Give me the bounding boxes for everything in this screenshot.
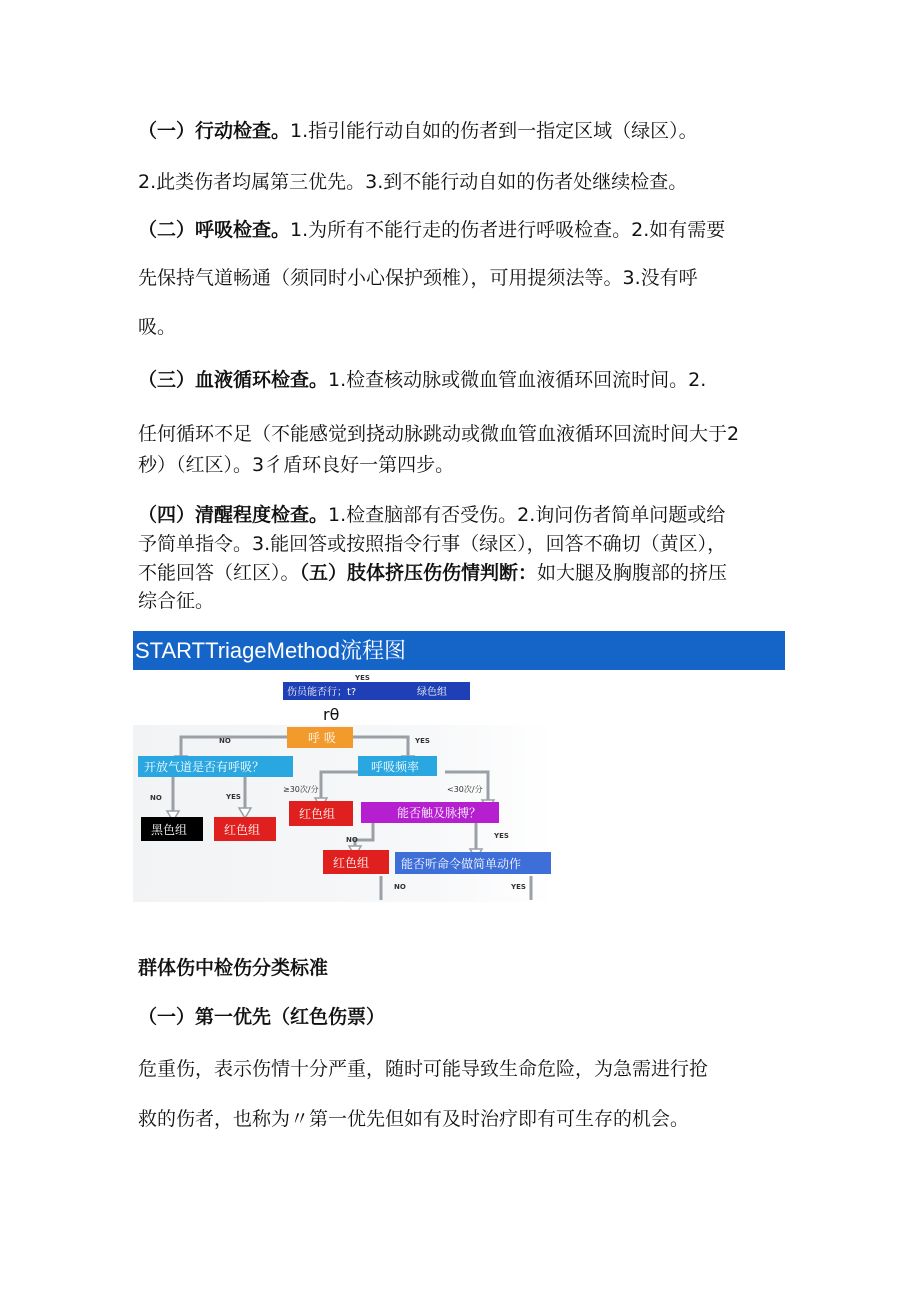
section-4-line-2: 予简单指令。3.能回答或按照指令行事（绿区），回答不确切（黄区）， <box>138 533 727 555</box>
start-triage-flowchart <box>133 670 556 902</box>
yes-label-1: YES <box>415 737 430 745</box>
section-2-line-3: 吸。 <box>138 316 177 338</box>
section-5-text: 如大腿及胸腹部的挤压 <box>537 562 728 584</box>
section-5-heading: （五）肢体挤压伤伤情判断： <box>299 562 538 584</box>
section-2-text: 1.为所有不能行走的伤者进行呼吸检查。2.如有需要 <box>290 219 726 241</box>
r-theta-label: rθ <box>323 705 340 724</box>
breath-label: 呼 吸 <box>308 731 336 745</box>
resp-rate-label: 呼吸频率 <box>371 760 420 774</box>
open-airway-question: 开放气道是否有呼吸？ <box>144 760 265 774</box>
walk-question: 伤员能否行；t? <box>287 687 357 698</box>
section-4-line-3 <box>138 561 788 585</box>
section-2-line-1 <box>138 218 788 242</box>
red-group-b: 红色组 <box>299 807 336 821</box>
section-1-heading: （一）行动检查。 <box>138 120 291 142</box>
red-group-a: 红色组 <box>224 823 261 837</box>
standard-subtitle: （一）第一优先（红色伤票） <box>138 1006 386 1028</box>
section-4-text-end: 不能回答（红区）。 <box>138 562 300 584</box>
standard-title: 群体伤中检伤分类标准 <box>138 957 329 979</box>
section-3-line-1 <box>138 368 788 392</box>
standard-line-1: 危重伤，表示伤情十分严重，随时可能导致生命危险，为急需进行抢 <box>138 1058 709 1080</box>
section-4-text: 1.检查脑部有否受伤。2.询问伤者简单问题或给 <box>328 504 726 526</box>
no-label-4: NO <box>394 883 406 891</box>
section-4-line-1 <box>138 503 788 527</box>
green-group: 绿色组 <box>417 687 447 698</box>
pulse-question: 能否触及脉搏？ <box>397 806 482 820</box>
no-label-3: NO <box>346 836 358 844</box>
flowchart-banner: STARTTriageMethod流程图 <box>133 631 785 670</box>
rate-ge30: ≥30次/分 <box>283 785 319 794</box>
section-1-line-2: 2.此类伤者均属第三优先。3.到不能行动自如的伤者处继续检查。 <box>138 171 688 193</box>
standard-line-2: 救的伤者，也称为〃第一优先但如有及时治疗即有可生存的机会。 <box>138 1108 690 1130</box>
yes-label-3: YES <box>494 832 509 840</box>
red-group-c: 红色组 <box>333 856 370 870</box>
section-2-line-2: 先保持气道畅通（须同时小心保护颈椎），可用提须法等。3.没有呼 <box>138 267 698 289</box>
section-3-line-2: 任何循环不足（不能感觉到挠动脉跳动或微血管血液循环回流时间大于2 <box>138 423 740 445</box>
black-group: 黑色组 <box>151 823 188 837</box>
yes-label-4: YES <box>511 883 526 891</box>
rate-lt30: <30次/分 <box>447 785 483 794</box>
yes-label-2: YES <box>226 793 241 801</box>
command-question: 能否听命令做简单动作 <box>401 857 522 871</box>
section-2-heading: （二）呼吸检查。 <box>138 219 291 241</box>
section-5-line-2: 综合征。 <box>138 590 215 612</box>
no-label-2: NO <box>150 794 162 802</box>
section-3-text: 1.检查核动脉或微血管血液循环回流时间。2. <box>328 369 707 391</box>
section-3-heading: （三）血液循环检查。 <box>138 369 329 391</box>
yes-label-top: YES <box>355 674 370 682</box>
section-4-heading: （四）清醒程度检查。 <box>138 504 329 526</box>
section-1-text: 1.指引能行动自如的伤者到一指定区域（绿区）。 <box>290 120 698 142</box>
section-1-line-1 <box>138 119 788 143</box>
section-3-line-3: 秒）（红区）。3彳盾环良好一第四步。 <box>138 454 455 476</box>
no-label-1: NO <box>219 737 231 745</box>
